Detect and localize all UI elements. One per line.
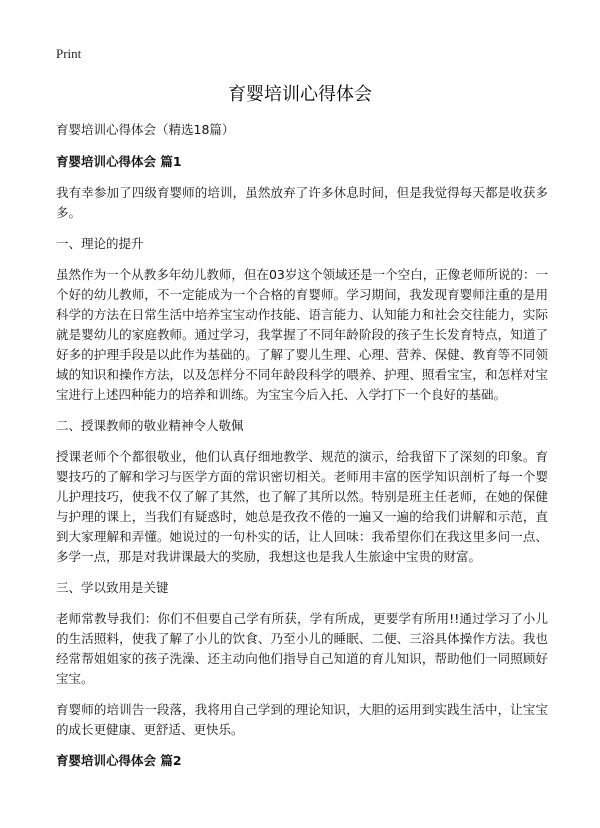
section-heading-1: 育婴培训心得体会 篇1 [56,154,182,169]
page-title: 育婴培训心得体会 [228,84,372,105]
paragraph: 老师常教导我们：你们不但要自己学有所获，学有所成，更要学有所用!!通过学习了小儿的生活照料，使我了解了小儿的饮食、乃至小儿的睡眠、二便、三浴具体操作方法。我也经常帮姐姐家的孩子洗澡、还主动向他们指导自己知道的育儿知识，帮助他们一同照顾好宝宝。 [56,611,548,686]
part-label-application: 三、学以致用是关键 [56,580,169,595]
article-subtitle: 育婴培训心得体会（精选18篇） [56,122,235,137]
paragraph: 虽然作为一个从教多年幼儿教师，但在03岁这个领域还是一个空白，正像老师所说的：一个好的幼儿教师，不一定能成为一个合格的育婴师。学习期间，我发现育婴师注重的是用科学的方法在日常生活中培养宝宝动作技能、语言能力、认知能力和社会交往能力，实际就是婴幼儿的家庭教师。通过学习，我掌握了不同年龄阶段的孩子生长发育特点，知道了好多的护理手段是以此作为基础的。了解了婴儿生理、心理、营养、保健、教育等不同领域的知识和操作方法，以及怎样分不同年龄段科学的喂养、护理、照看宝宝，和怎样对宝宝进行上述四种能力的培养和训练。为宝宝今后入托、入学打下一个良好的基础。 [56,267,548,402]
paragraph: 育婴师的培训告一段落，我将用自己学到的理论知识，大胆的运用到实践生活中，让宝宝的成长更健康、更舒适、更快乐。 [56,702,548,737]
paragraph: 授课老师个个都很敬业，他们认真仔细地教学、规范的演示，给我留下了深刻的印象。育婴技巧的了解和学习与医学方面的常识密切相关。老师用丰富的医学知识剖析了每一个婴儿护理技巧，使我不仅了解了其然，也了解了其所以然。特别是班主任老师，在她的保健与护理的课上，当我们有疑惑时，她总是孜孜不倦的一遍又一遍的给我们讲解和示范，直到大家理解和弄懂。她说过的一句朴实的话，让人回味：我希望你们在我这里多问一点、多学一点，那是对我讲课最大的奖励，我想这也是我人生旅途中宝贵的财富。 [56,449,548,564]
print-link[interactable]: Print [56,46,82,61]
part-label-teachers: 二、授课教师的敬业精神令人敬佩 [56,418,244,433]
part-label-theory: 一、理论的提升 [56,236,144,251]
article-body [56,120,548,782]
section-heading-2: 育婴培训心得体会 篇2 [56,753,182,768]
section-1-intro: 我有幸参加了四级育婴师的培训，虽然放弃了许多休息时间，但是我觉得每天都是收获多多。 [56,185,548,220]
